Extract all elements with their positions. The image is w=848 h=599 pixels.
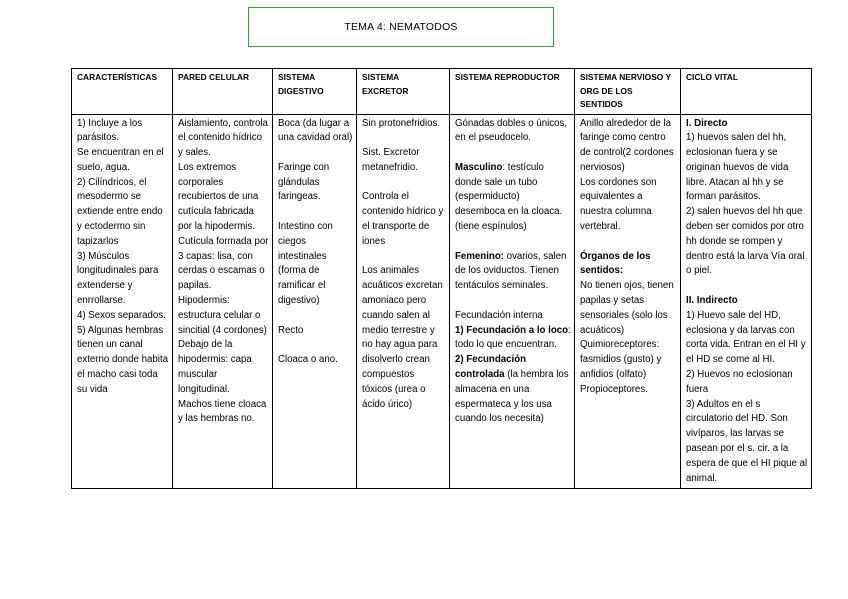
text-line: Controla el contenido hídrico y el transporte de iones bbox=[362, 191, 444, 247]
cell-ciclo-vital bbox=[681, 114, 812, 489]
fecundacion-1-label: 1) Fecundación a lo loco bbox=[455, 324, 569, 336]
text-line: No tienen ojos, tienen papilas y setas sensoriales (solo los acuáticos) bbox=[580, 280, 674, 336]
masculino-label: Masculino bbox=[455, 161, 503, 173]
masculino-text: : testículo donde sale un tubo (espermiducto) desemboca en la cloaca. (tiene espínulos) bbox=[455, 161, 563, 233]
text-line: 4) Sexos separados. bbox=[77, 309, 166, 321]
text-line: Gónadas dobles o únicos, en el pseudocelo. bbox=[455, 117, 568, 144]
content-row bbox=[72, 114, 812, 489]
fecundacion-2 bbox=[455, 353, 571, 427]
text-line: Quimioreceptores: fasmidios (gusto) y anfidios (olfato) bbox=[580, 339, 662, 381]
text-line: 2) Huevos no eclosionan fuera bbox=[686, 369, 793, 395]
header-sistema-digestivo: SISTEMA DIGESTIVO bbox=[273, 69, 357, 115]
text-line: 1) Huevo sale del HD, eclosiona y da larvas con corta vida. Entran en el HI y el HD se come al HI. bbox=[686, 309, 806, 366]
organos-label: Órganos de los sentidos: bbox=[580, 250, 651, 277]
text-line: Cutícula formada por 3 capas: lisa, con cerdas o escamas o papilas. bbox=[178, 235, 269, 292]
header-sistema-excretor: SISTEMA EXCRETOR bbox=[357, 69, 450, 115]
text-line: Cloaca o ano. bbox=[278, 354, 338, 366]
header-ciclo-vital: CICLO VITAL bbox=[681, 69, 812, 115]
text-line: Machos tiene cloaca y las hembras no. bbox=[178, 398, 267, 425]
fecundacion-2-text: (la hembra los almacena en una espermateca y los usa cuando los necesita) bbox=[455, 369, 569, 425]
text-line: Faringe con glándulas faringeas. bbox=[278, 161, 330, 203]
text-line: Los cordones son equivalentes a nuestra columna vertebral. bbox=[580, 176, 657, 233]
indirecto-label: II. Indirecto bbox=[686, 295, 738, 307]
text-line: Intestino con ciegos intestinales (forma de ramificar el digestivo) bbox=[278, 221, 333, 307]
text-line: Se encuentran en el suelo, agua. bbox=[77, 147, 164, 173]
text-line: 2) Cilíndricos, el mesodermo se extiende entre endo y ectodermo sin tapizarlos bbox=[77, 176, 163, 247]
header-caracteristicas: CARACTERÍSTICAS bbox=[72, 69, 173, 115]
directo-label: I. Directo bbox=[686, 117, 728, 129]
header-pared-celular: PARED CELULAR bbox=[173, 69, 273, 115]
header-sistema-nervioso: SISTEMA NERVIOSO Y ORG DE LOS SENTIDOS bbox=[575, 69, 681, 115]
text-line: Debajo de la hipodermis: capa muscular longitudinal. bbox=[178, 339, 252, 395]
nematodos-table bbox=[71, 68, 812, 489]
femenino-paragraph bbox=[455, 250, 571, 294]
text-line: 1) Incluye a los parásitos. bbox=[77, 117, 143, 144]
text-line: 3) Adultos en el s circulatorio del HD. Son vivíparos, las larvas se pasean por el s. cir. a la espera de que el HI pique al animal. bbox=[686, 398, 808, 484]
text-line: Hipodermis: estructura celular o sincitial (4 cordones) bbox=[178, 295, 267, 336]
text-line: Boca (da lugar a una cavidad oral) bbox=[278, 117, 353, 144]
cell-sistema-nervioso bbox=[575, 114, 681, 489]
text-line: Sin protonefridios. bbox=[362, 117, 441, 129]
text-line: Aislamiento, controla el contenido hídrico y sales. bbox=[178, 117, 268, 159]
femenino-text: ovarios, salen de los oviductos. Tienen tentáculos seminales. bbox=[455, 250, 567, 292]
text-line: Sist. Excretor metanefridio. bbox=[362, 147, 420, 173]
fecundacion-1-text: : todo lo que encuentran. bbox=[455, 324, 571, 351]
text-line: 2) salen huevos del hh que deben ser comidos por otro hh donde se rompen y dentro está la larva Vía oral o piel. bbox=[686, 206, 805, 277]
header-row bbox=[72, 69, 812, 115]
page-title: TEMA 4: NEMATODOS bbox=[344, 21, 458, 33]
text-line: 5) Algunas hembras tienen un canal externo donde habita el macho casi toda su vida bbox=[77, 324, 169, 395]
text-line: 1) huevos salen del hh, eclosionan fuera y se originan huevos de vida libre. Atacan al hh y se forman parásitos. bbox=[686, 132, 789, 203]
fecundacion-2-label: 2) Fecundación controlada bbox=[455, 354, 527, 381]
text-line: Recto bbox=[278, 324, 304, 336]
text-line: Los extremos corporales recubiertos de una cutícula fabricada por la hipodermis. bbox=[178, 161, 259, 233]
title-box bbox=[248, 7, 554, 47]
cell-caracteristicas bbox=[72, 114, 173, 489]
text-line: Anillo alrededor de la faringe como centro de control(2 cordones nerviosos) bbox=[580, 117, 674, 173]
cell-sistema-digestivo bbox=[273, 114, 357, 489]
cell-sistema-reproductor bbox=[450, 114, 575, 489]
text-line: Propioceptores. bbox=[580, 383, 648, 395]
header-sistema-reproductor: SISTEMA REPRODUCTOR bbox=[450, 69, 575, 115]
cell-pared-celular bbox=[173, 114, 273, 489]
femenino-label: Femenino: bbox=[455, 250, 504, 262]
text-line: Los animales acuáticos excretan amoniaco pero cuando salen al medio terrestre y no hay agua para disolverlo crean compuestos tóxicos (urea o ácido úrico) bbox=[362, 265, 443, 410]
masculino-paragraph bbox=[455, 161, 571, 235]
cell-sistema-excretor bbox=[357, 114, 450, 489]
text-line: 3) Músculos longitudinales para extenderse y enrrollarse. bbox=[77, 250, 159, 307]
text-line: Fecundación interna bbox=[455, 309, 543, 321]
fecundacion-1 bbox=[455, 324, 571, 354]
